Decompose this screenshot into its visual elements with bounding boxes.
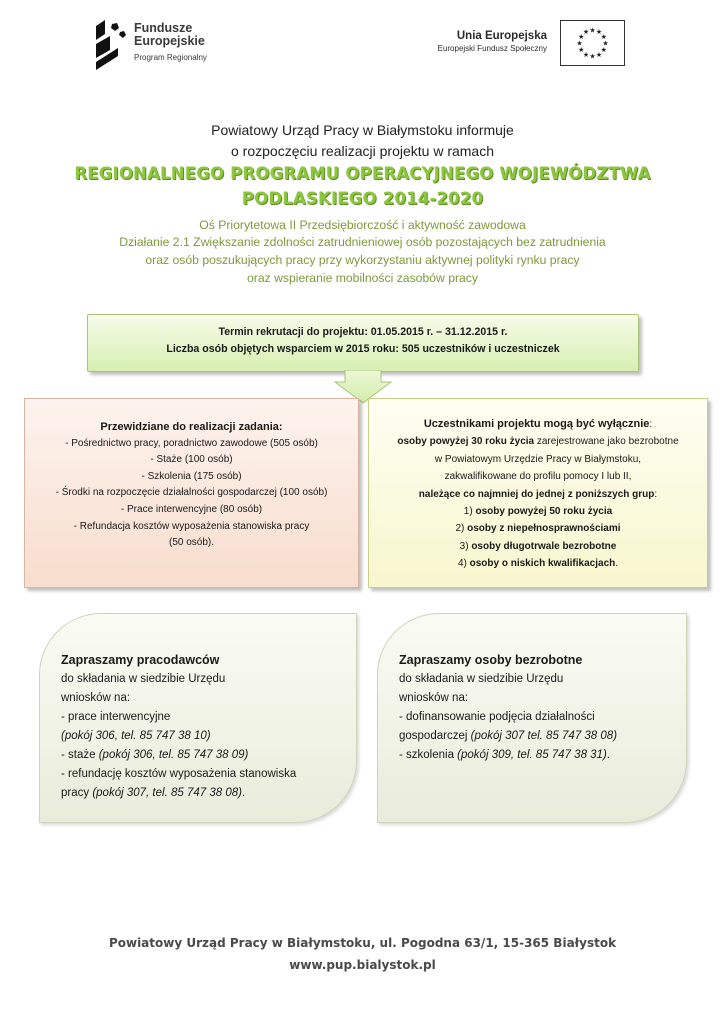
unemployed-box [377, 613, 687, 823]
planned-tasks-title: Przewidziane do realizacji zadania: [100, 421, 283, 433]
participants-line-4-rest: : [654, 488, 658, 500]
group-item [369, 503, 707, 520]
task-item: (50 osób). [168, 537, 215, 549]
employers-line-3: - prace interwencyjne [61, 711, 171, 723]
group-text: osoby powyżej 50 roku życia [475, 506, 613, 518]
eu-star-icon: ★ [600, 34, 607, 41]
eu-star-icon: ★ [595, 29, 603, 37]
group-text: osoby długotrwale bezrobotne [471, 540, 617, 552]
axis-line-1: Oś Priorytetowa II Przedsiębiorczość i aktywność zawodowa [199, 218, 526, 232]
fe-logo-line1: Fundusze [134, 21, 193, 35]
fundusze-europejskie-mark-icon [96, 20, 126, 70]
eu-star-icon: ★ [582, 29, 590, 37]
unemployed-contact-training: (pokój 309, tel. 85 747 38 31) [457, 749, 607, 761]
unemployed-line-4-text: gospodarczej [399, 730, 471, 742]
program-title-line-1: REGIONALNEGO PROGRAMU OPERACYJNEGO WOJEWÓDZTWA [74, 164, 651, 183]
unemployed-line-5-end: . [606, 749, 610, 761]
employers-contact-interventional: (pokój 306, tel. 85 747 38 10) [61, 730, 211, 742]
fundusze-europejskie-logo [96, 18, 246, 72]
task-item: - Środki na rozpoczęcie działalności gospodarczej (100 osób) [55, 487, 328, 499]
eu-star-icon: ★ [576, 40, 583, 48]
unemployed-line-3: - dofinansowanie podjęcia działalności [399, 711, 595, 723]
participants-title-row [369, 416, 707, 433]
axis-line-2: Działanie 2.1 Zwiększanie zdolności zatrudnieniowej osób pozostających bez zatrudnienia [119, 235, 606, 249]
task-item: - Prace interwencyjne (80 osób) [120, 503, 263, 515]
eu-star-icon: ★ [602, 40, 609, 48]
task-item: - Szkolenia (175 osób) [141, 470, 242, 482]
participants-title-colon: : [649, 419, 653, 430]
employers-contact-refund: (pokój 307, tel. 85 747 38 08) [92, 787, 242, 799]
eu-logo-line1: Unia Europejska [456, 30, 547, 42]
employers-line-6: - refundację kosztów wyposażenia stanowiska [61, 768, 297, 780]
group-item [369, 538, 707, 555]
footer-address: Powiatowy Urząd Pracy w Białymstoku, ul. Pogodna 63/1, 15-365 Białystok [108, 936, 617, 950]
unemployed-line-4 [399, 727, 674, 746]
participants-age-criterion: osoby powyżej 30 roku życia [397, 436, 535, 448]
group-end: . [615, 558, 619, 570]
recruitment-box [87, 314, 639, 372]
participants-title: Uczestnikami projektu mogą być wyłącznie [423, 418, 650, 430]
employers-internship: - staże [61, 749, 99, 761]
unemployed-line-5 [399, 746, 674, 765]
group-number: 1) [463, 506, 476, 518]
group-text: osoby o niskich kwalifikacjach [469, 558, 616, 570]
task-item: - Staże (100 osób) [150, 454, 233, 466]
eu-star-icon: ★ [589, 53, 596, 61]
footer-website[interactable]: www.pup.bialystok.pl [289, 958, 436, 972]
eu-star-icon: ★ [600, 47, 607, 54]
employers-contact-internship: (pokój 306, tel. 85 747 38 09) [98, 749, 249, 761]
planned-tasks-box [24, 398, 359, 588]
group-text: osoby z niepełnosprawnościami [467, 523, 621, 535]
group-number: 4) [457, 558, 470, 570]
eu-star-icon: ★ [589, 27, 596, 35]
group-number: 3) [459, 540, 472, 552]
eu-logo-line2: Europejski Fundusz Społeczny [437, 44, 547, 53]
participants-groups-intro: należące co najmniej do jednej z poniższych grup [418, 488, 655, 500]
intro-line-1: Powiatowy Urząd Pracy w Białymstoku informuje [211, 122, 514, 138]
participants-line-1 [369, 433, 707, 450]
group-item [369, 555, 707, 572]
group-number: 2) [455, 523, 468, 535]
unemployed-heading: Zapraszamy osoby bezrobotne [399, 653, 583, 667]
unemployed-contact-business: (pokój 307 tel. 85 747 38 08) [470, 730, 618, 742]
employers-line-7 [61, 784, 336, 803]
unemployed-line-1: do składania w siedzibie Urzędu [399, 673, 564, 685]
participants-line-3: zakwalifikowane do profilu pomocy I lub II, [444, 471, 632, 483]
unemployed-line-2: wniosków na: [399, 692, 469, 704]
axis-line-4: oraz wspieranie mobilności zasobów pracy [247, 271, 478, 285]
participants-line-1-rest: zarejestrowane jako bezrobotne [534, 436, 679, 448]
eu-star-icon: ★ [578, 34, 585, 41]
unemployed-training: - szkolenia [399, 749, 458, 761]
participants-box [368, 398, 708, 588]
group-item [369, 520, 707, 537]
employers-line-1: do składania w siedzibie Urzędu [61, 673, 226, 685]
fe-logo-line2: Europejskie [134, 34, 205, 48]
intro-line-2: o rozpoczęciu realizacji projektu w ramach [231, 143, 494, 159]
participants-line-4 [369, 486, 707, 503]
recruitment-term: Termin rekrutacji do projektu: 01.05.2015 r. – 31.12.2015 r. [218, 326, 508, 338]
eu-star-icon: ★ [582, 51, 590, 59]
employers-heading: Zapraszamy pracodawców [61, 653, 220, 667]
employers-line-5 [61, 746, 336, 765]
employers-box [39, 613, 357, 823]
eu-flag-icon [560, 20, 625, 66]
task-item: - Refundacja kosztów wyposażenia stanowiska pracy [73, 520, 310, 532]
axis-line-3: oraz osób poszukujących pracy przy wykorzystaniu aktywnej polityki rynku pracy [145, 253, 580, 267]
eu-logo-text [438, 30, 547, 53]
employers-line-7-end: . [241, 787, 246, 799]
participants-line-2: w Powiatowym Urzędzie Pracy w Białymstoku, [434, 453, 642, 465]
employers-line-7-text: pracy [61, 787, 93, 799]
recruitment-count: Liczba osób objętych wsparciem w 2015 roku: 505 uczestników i uczestniczek [166, 343, 560, 355]
program-title-line-2: PODLASKIEGO 2014-2020 [241, 189, 484, 208]
task-item: - Pośrednictwo pracy, poradnictwo zawodowe (505 osób) [65, 437, 318, 449]
employers-line-2: wniosków na: [61, 692, 131, 704]
eu-star-icon: ★ [595, 51, 603, 59]
fe-logo-line3: Program Regionalny [134, 53, 207, 62]
eu-star-icon: ★ [578, 47, 585, 54]
